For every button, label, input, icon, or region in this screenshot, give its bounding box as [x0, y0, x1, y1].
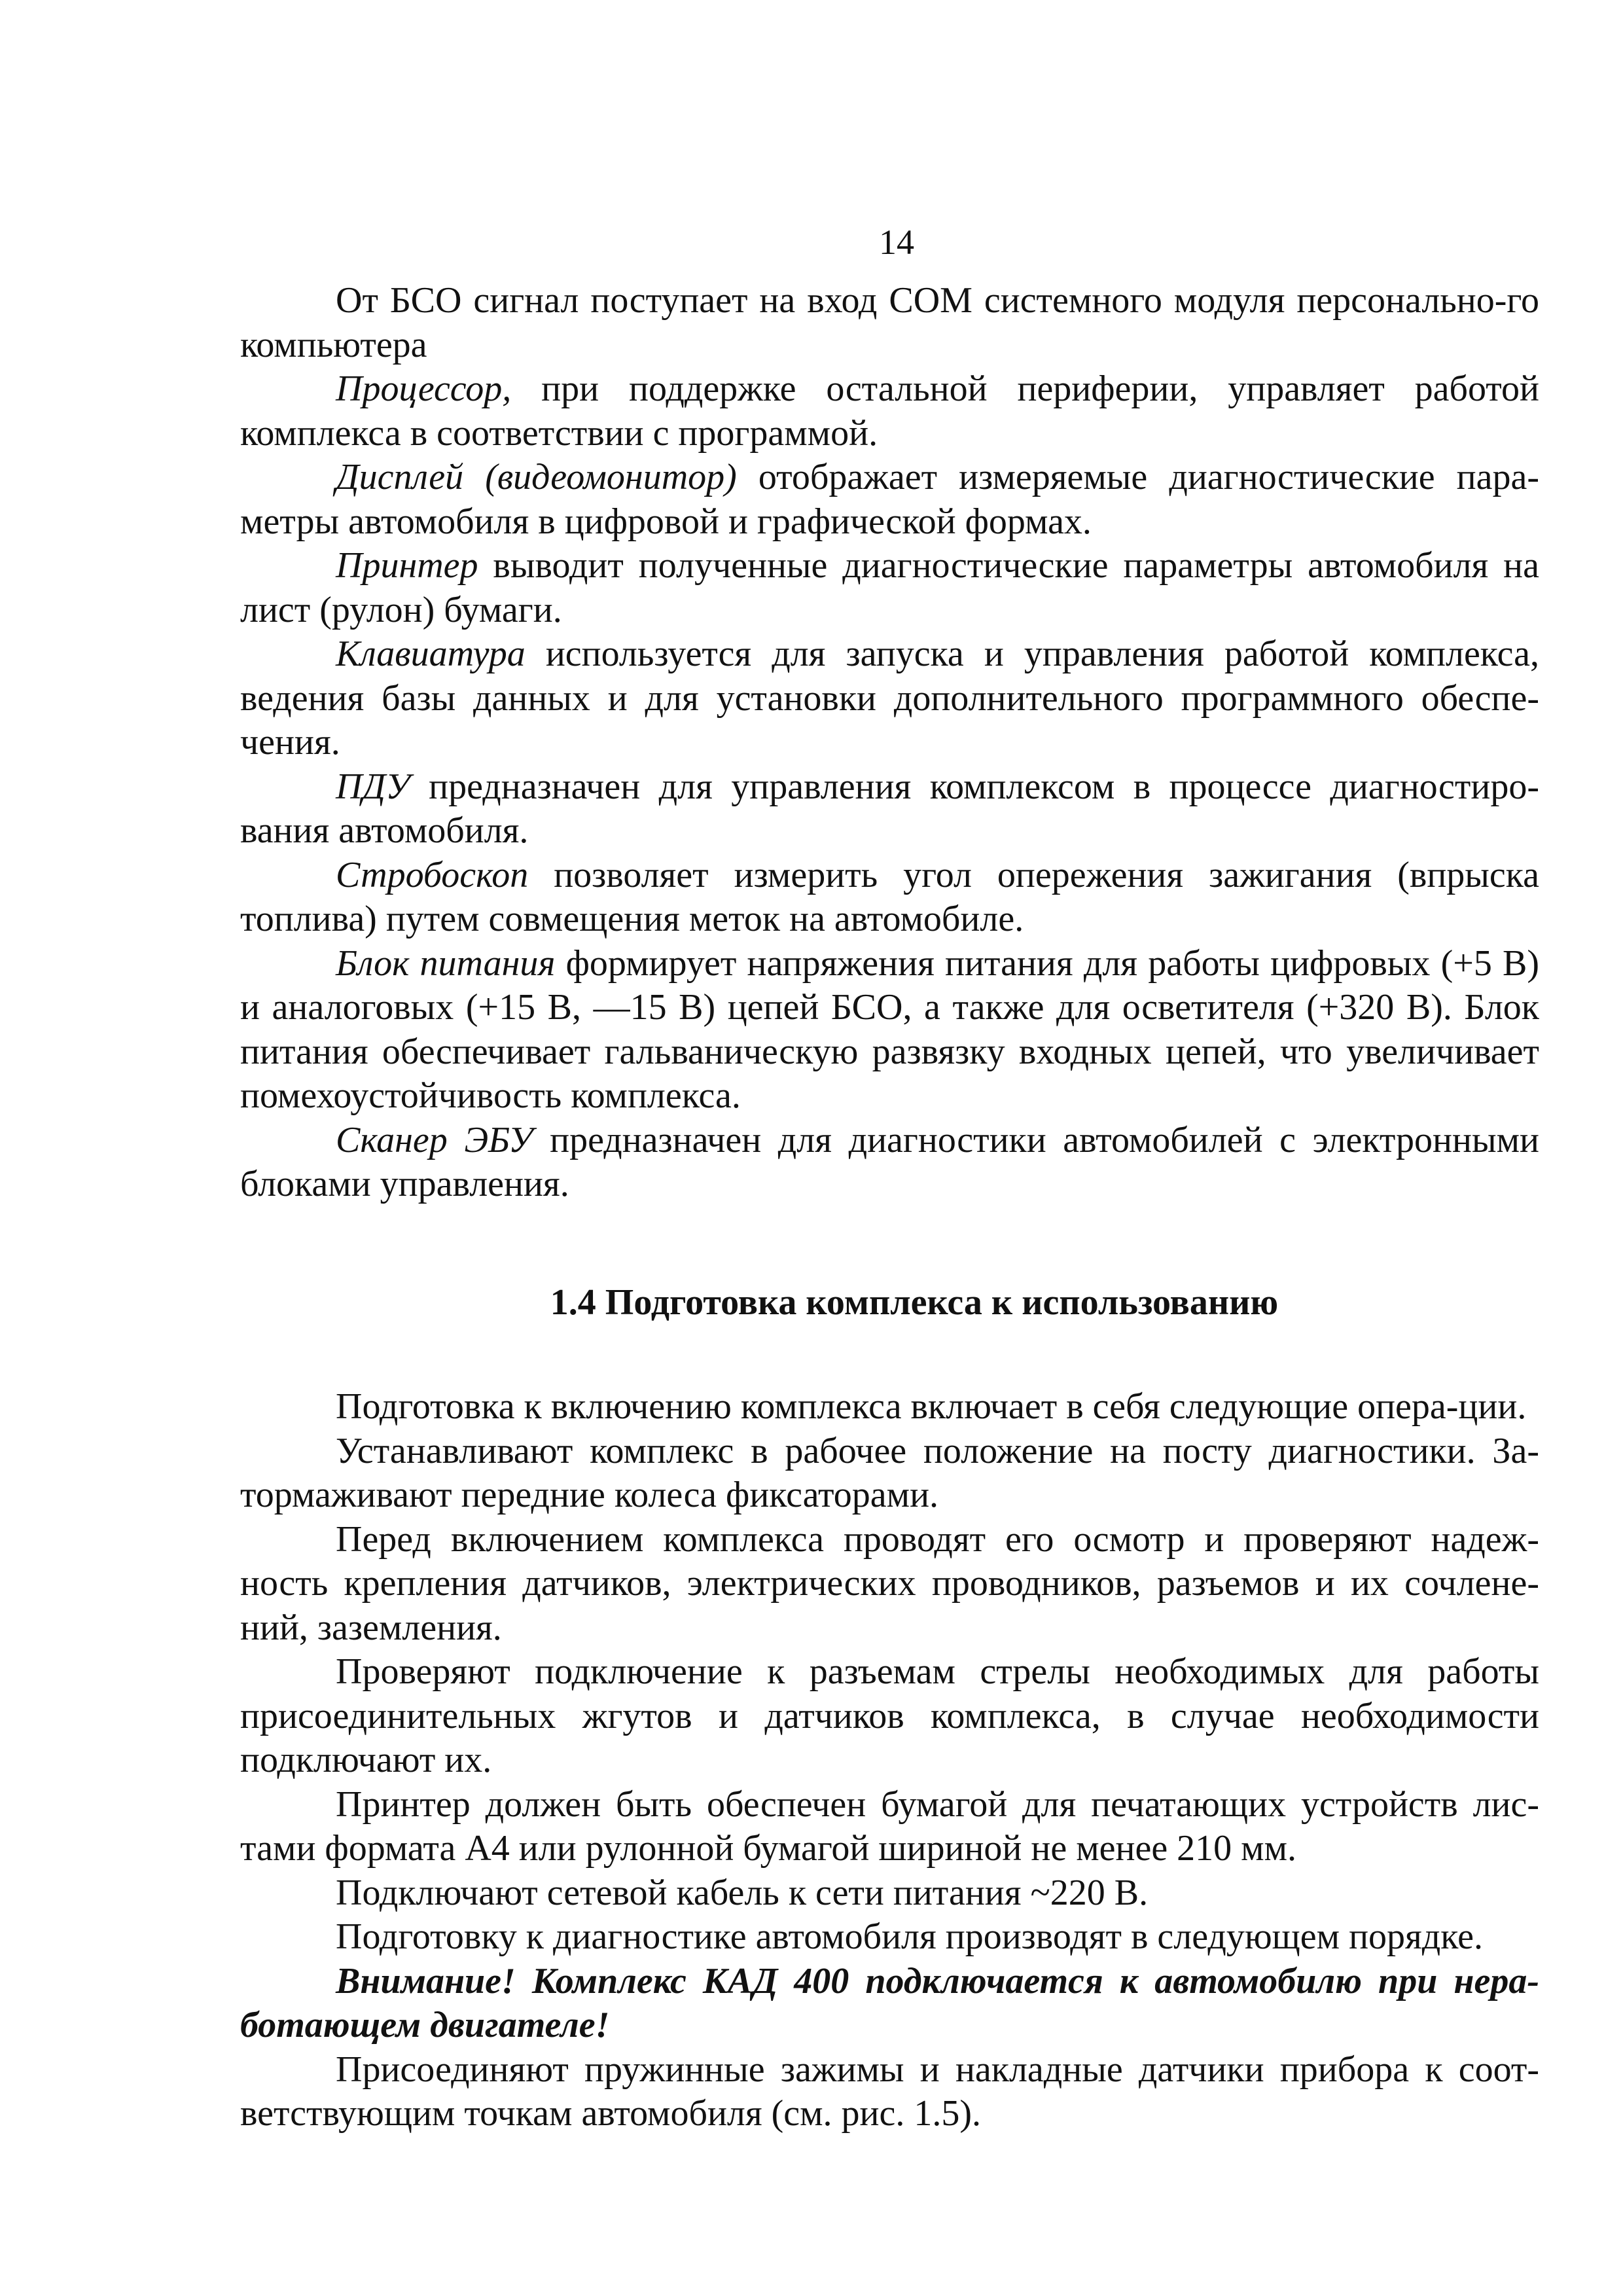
page-content — [240, 279, 1539, 2136]
term-printer: Принтер — [336, 545, 478, 586]
paragraph-printer-paper: Принтер должен быть обеспечен бумагой для печатающих устройств лис-тами формата А4 или рулонной бумагой шириной не менее 210 мм. — [240, 1784, 1539, 1869]
paragraph-power-cable: Подключают сетевой кабель к сети питания ~220 В. — [336, 1872, 1149, 1913]
page-number: 14 — [879, 223, 914, 262]
paragraph-connection-check: Проверяют подключение к разъемам стрелы необходимых для работы присоединительных жгутов и датчиков комплекса, в случае необходимости подключают их. — [240, 1651, 1539, 1780]
term-ecu-scanner: Сканер ЭБУ — [336, 1119, 533, 1160]
paragraph-inspection: Перед включением комплекса проводят его осмотр и проверяют надеж-ность крепления датчиков, электрических проводников, разъемов и их сочлене-ний, заземления. — [240, 1518, 1539, 1648]
paragraph-printer: Принтер выводит полученные диагностические параметры автомобиля на лист (рулон) бумаги. — [240, 545, 1539, 630]
term-processor: Процессор, — [336, 368, 512, 409]
term-remote-control: ПДУ — [336, 766, 410, 807]
section-heading: 1.4 Подготовка комплекса к использованию — [550, 1282, 1279, 1323]
term-display: Дисплей (видеомонитор) — [336, 457, 737, 497]
paragraph-remote-control: ПДУ предназначен для управления комплексом в процессе диагностиро-вания автомобиля. — [240, 766, 1539, 851]
term-keyboard: Клавиатура — [336, 634, 526, 674]
paragraph-stroboscope: Стробоскоп позволяет измерить угол опережения зажигания (впрыска топлива) путем совмещения меток на автомобиле. — [240, 854, 1539, 939]
paragraph-display: Дисплей (видеомонитор) отображает измеряемые диагностические пара-метры автомобиля в цифровой и графической формах. — [240, 457, 1539, 542]
paragraph-processor: Процессор, при поддержке остальной периферии, управляет работой комплекса в соответствии с программой. — [240, 368, 1539, 454]
paragraph-preparation: Подготовка к включению комплекса включает в себя следующие опера-ции. — [336, 1386, 1527, 1427]
warning-paragraph: Внимание! Комплекс КАД 400 подключается к автомобилю при нера-ботающем двигателе! — [240, 1960, 1539, 2045]
paragraph-clamps: Присоединяют пружинные зажимы и накладные датчики прибора к соот-ветствующим точкам автомобиля (см. рис. 1.5). — [240, 2049, 1539, 2134]
paragraph-install: Устанавливают комплекс в рабочее положение на посту диагностики. За-тормаживают передние колеса фиксаторами. — [240, 1430, 1539, 1515]
term-stroboscope: Стробоскоп — [336, 854, 529, 895]
term-power-supply: Блок питания — [336, 942, 556, 984]
paragraph-keyboard: Клавиатура используется для запуска и управления работой комплекса, ведения базы данных и для установки дополнительного программного обеспе-чения. — [240, 634, 1539, 762]
paragraph-diagnostic-order: Подготовку к диагностике автомобиля производят в следующем порядке. — [336, 1916, 1483, 1957]
paragraph-bso-signal: От БСО сигнал поступает на вход СОМ системного модуля персонально-го компьютера — [240, 280, 1539, 365]
paragraph-power-supply: Блок питания формирует напряжения питания для работы цифровых (+5 В) и аналоговых (+15 В, —15 В) цепей БСО, а также для осветителя (+320 В). Блок питания обеспечивает гальваническую развязку входных цепей, что увеличивает помехоустойчивость комплекса. — [240, 942, 1540, 1116]
paragraph-ecu-scanner: Сканер ЭБУ предназначен для диагностики автомобилей с электронными блоками управления. — [240, 1119, 1540, 1204]
